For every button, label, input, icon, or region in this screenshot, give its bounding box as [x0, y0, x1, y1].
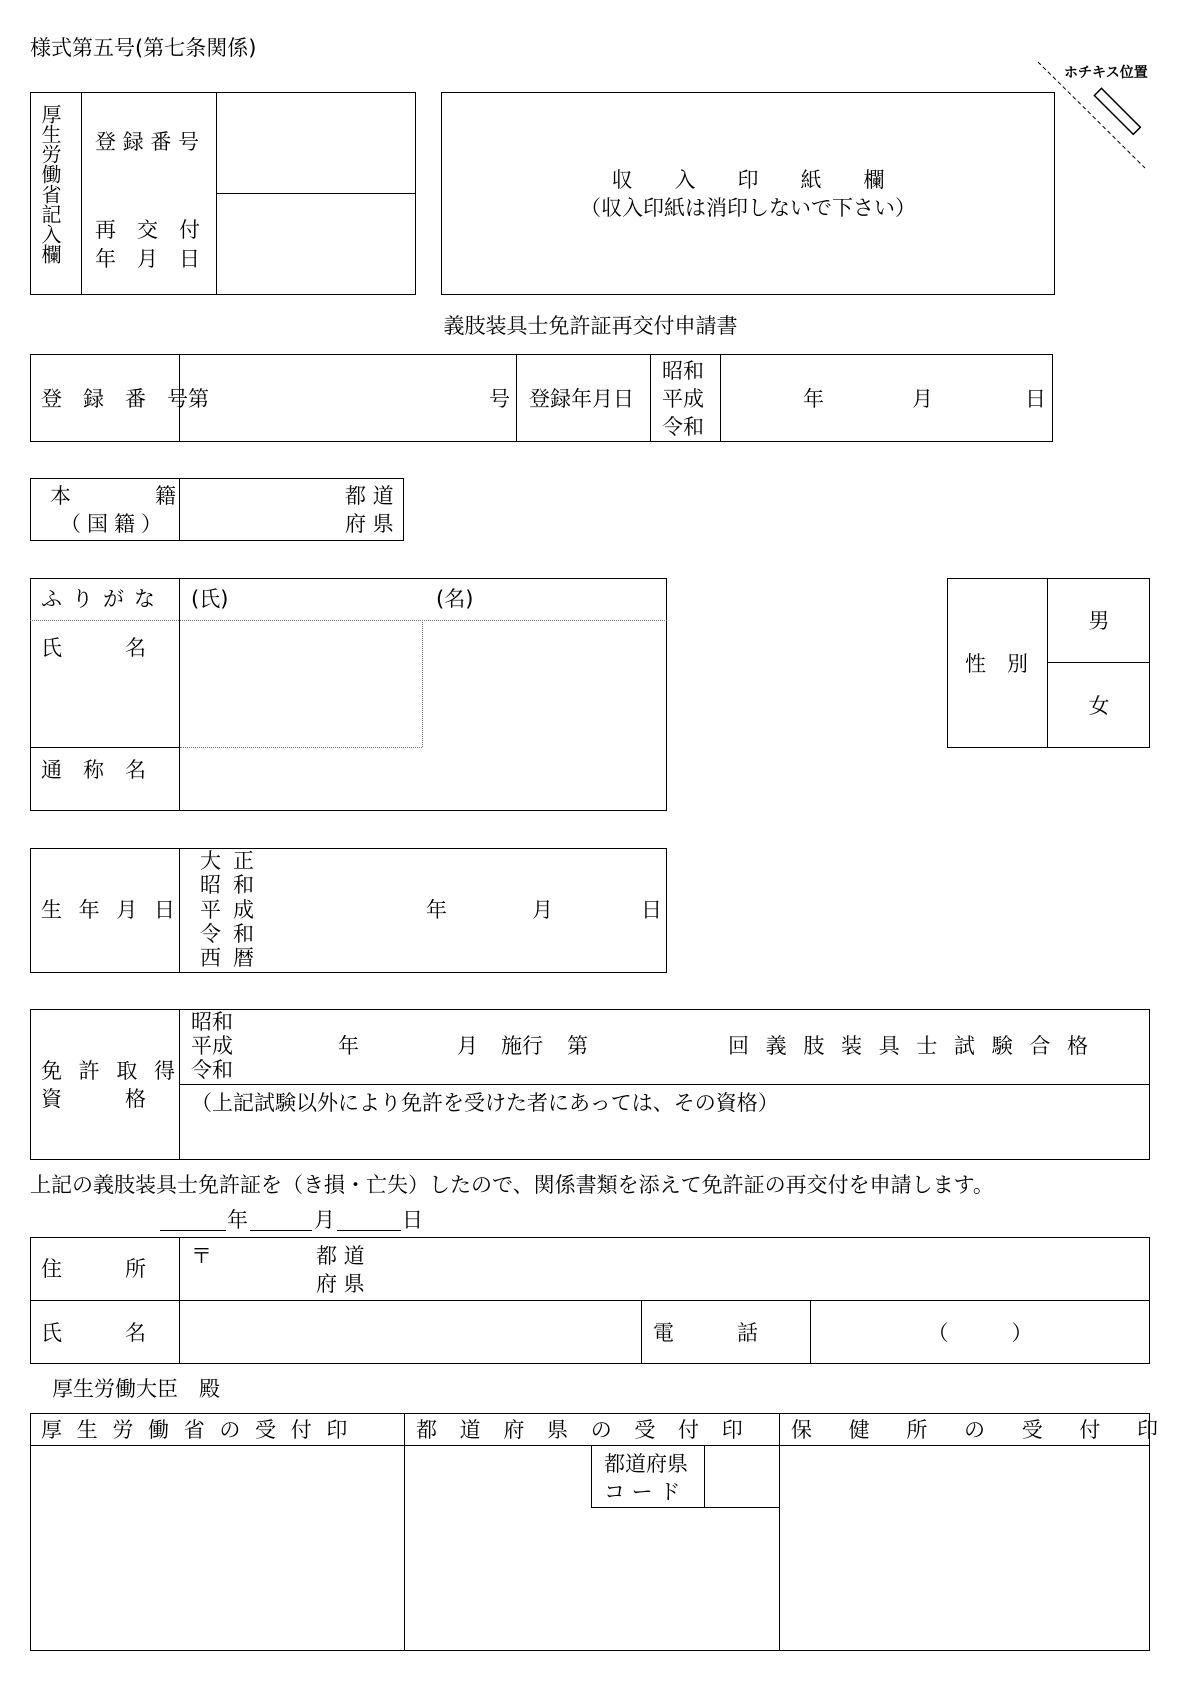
phone-label: 電 話 [653, 1321, 758, 1345]
form-number: 様式第五号(第七条関係) [30, 36, 257, 60]
qualification-exam: 回 義 肢 装 具 士 試 験 合 格 [728, 1034, 1094, 1058]
domicile-label-2: （国籍） [60, 512, 168, 536]
birth-label: 生 年 月 日 [41, 898, 181, 922]
reissue-label-2: 年 月 日 [95, 247, 200, 271]
birth-era: 大正 [200, 849, 266, 873]
qualification-date-field[interactable] [250, 1012, 720, 1080]
date-day: 日 [402, 1208, 423, 1232]
addressee: 厚生労働大臣 殿 [52, 1377, 220, 1401]
qualification-year: 年 [338, 1034, 359, 1058]
revenue-stamp-box[interactable] [441, 92, 1055, 295]
qualification-nth: 第 [567, 1034, 588, 1058]
registration-era: 平成 [662, 387, 704, 411]
qualification-other-note: （上記試験以外により免許を受けた者にあっては、その資格） [191, 1091, 779, 1115]
qualification-month: 月 [457, 1034, 478, 1058]
furigana-label: ふりがな [41, 587, 165, 611]
postal-mark: 〒 [191, 1244, 212, 1268]
phone-parens: （ ） [927, 1321, 1033, 1345]
birth-year: 年 [426, 898, 447, 922]
ministry-reg-number-field[interactable] [218, 94, 414, 192]
qualification-era: 平成 [191, 1034, 233, 1058]
ministry-vertical-label: 厚生労働省記入欄 [38, 104, 62, 264]
alias-label: 通 称 名 [41, 758, 146, 782]
address-field[interactable] [370, 1240, 1146, 1297]
address-label: 住 所 [41, 1257, 146, 1281]
birth-day: 日 [641, 898, 662, 922]
surname-field[interactable] [182, 623, 418, 743]
alias-field[interactable] [182, 750, 662, 808]
phone-field[interactable] [813, 1303, 1147, 1361]
health-receipt-area[interactable] [782, 1448, 1147, 1648]
reissue-label-1: 再 交 付 [95, 218, 200, 242]
address-pref-2: 府 県 [316, 1272, 365, 1296]
registration-era: 令和 [662, 415, 704, 439]
registration-month: 月 [912, 387, 933, 411]
health-receipt-label: 保 健 所 の 受 付 印 [791, 1418, 1174, 1442]
prefecture-receipt-label: 都 道 府 県 の 受 付 印 [416, 1418, 751, 1442]
birth-date-field[interactable] [262, 852, 662, 969]
gender-female-option[interactable]: 女 [1088, 694, 1110, 718]
furigana-given-field[interactable] [470, 582, 660, 618]
given-name-label: (名) [436, 587, 474, 611]
applicant-name-label: 氏 名 [41, 1321, 146, 1345]
prefecture-code-field[interactable] [707, 1448, 777, 1505]
registration-day: 日 [1025, 387, 1046, 411]
birth-era: 令和 [200, 922, 266, 946]
registration-number-field[interactable] [212, 358, 482, 438]
birth-month: 月 [532, 898, 553, 922]
date-month: 月 [314, 1208, 335, 1232]
date-month-blank[interactable] [250, 1230, 312, 1231]
surname-label: (氏) [191, 587, 229, 611]
address-pref-1: 都 道 [316, 1244, 365, 1268]
prefecture-code-label-1: 都道府県 [604, 1452, 688, 1476]
qualification-label-2: 資 格 [41, 1087, 146, 1111]
ministry-reg-label: 登 録 番 号 [95, 130, 200, 154]
registration-prefix: 第 [188, 387, 209, 411]
birth-era: 昭和 [200, 873, 266, 897]
gender-male-option[interactable]: 男 [1088, 609, 1110, 633]
domicile-field[interactable] [182, 481, 342, 538]
registration-date-field[interactable] [724, 358, 1049, 438]
ministry-receipt-area[interactable] [33, 1448, 401, 1648]
registration-year: 年 [803, 387, 824, 411]
staple-label: ホチキス位置 [1064, 65, 1148, 81]
qualification-label-1: 免 許 取 得 [41, 1059, 181, 1083]
registration-label: 登 録 番 号 [41, 387, 188, 411]
furigana-surname-field[interactable] [215, 582, 415, 618]
doc-title: 義肢装具士免許証再交付申請書 [443, 314, 738, 338]
registration-suffix: 号 [489, 387, 510, 411]
registration-date-label: 登録年月日 [529, 387, 634, 411]
date-day-blank[interactable] [337, 1230, 401, 1231]
revenue-stamp-title: 収 入 印 紙 欄 [611, 168, 885, 192]
ministry-reissue-date-field[interactable] [218, 195, 414, 293]
statement: 上記の義肢装具士免許証を（き損・亡失）したので、関係書類を添えて免許証の再交付を申請します。 [30, 1173, 994, 1197]
domicile-pref-1: 都 道 [345, 484, 394, 508]
revenue-stamp-note: （収入印紙は消印しないで下さい） [580, 196, 916, 220]
name-label: 氏 名 [41, 636, 146, 660]
prefecture-code-label-2: コ ー ド [604, 1480, 681, 1504]
qualification-era: 令和 [191, 1058, 233, 1082]
given-name-field[interactable] [426, 623, 662, 743]
qualification-era: 昭和 [191, 1010, 233, 1034]
qualification-enforced: 施行 [501, 1034, 543, 1058]
gender-label: 性 別 [965, 652, 1028, 676]
ministry-receipt-label: 厚 生 労 働 省 の 受 付 印 [41, 1418, 352, 1442]
prefecture-receipt-area[interactable] [407, 1510, 776, 1648]
domicile-label-1: 本 籍 [50, 484, 176, 508]
registration-era: 昭和 [662, 359, 704, 383]
date-year: 年 [227, 1208, 248, 1232]
applicant-name-field[interactable] [182, 1303, 637, 1361]
qualification-other-field[interactable] [182, 1118, 1146, 1156]
date-year-blank[interactable] [160, 1230, 226, 1231]
birth-era: 西暦 [200, 946, 266, 970]
birth-era: 平成 [200, 898, 266, 922]
domicile-pref-2: 府 県 [345, 512, 394, 536]
